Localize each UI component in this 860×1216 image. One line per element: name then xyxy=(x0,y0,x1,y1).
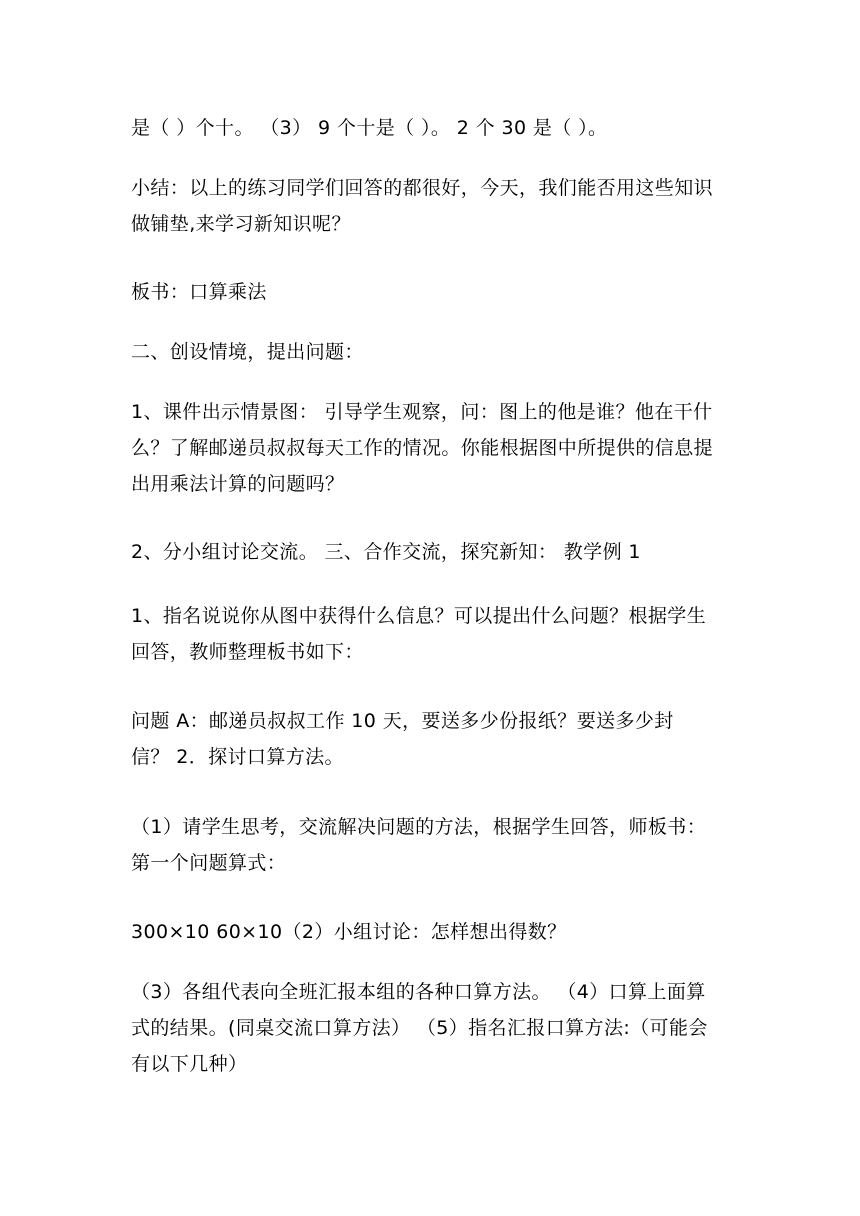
paragraph-equations xyxy=(131,914,735,950)
paragraph-line: 出用乘法计算的问题吗？ xyxy=(131,473,345,495)
paragraph-line: （1）请学生思考，交流解决问题的方法，根据学生回答，师板书： xyxy=(131,816,707,838)
paragraph-scenario xyxy=(131,394,735,502)
paragraph-line: 有以下几种） xyxy=(131,1053,248,1075)
paragraph-line: 板书：口算乘法 xyxy=(131,281,267,303)
paragraph-line: 300×10 60×10（2）小组讨论：怎样想出得数？ xyxy=(131,921,567,943)
paragraph-summary xyxy=(131,170,735,242)
paragraph-line: 二、创设情境，提出问题： xyxy=(131,341,364,363)
paragraph-line: 做铺垫,来学习新知识呢？ xyxy=(131,213,351,235)
paragraph-line: 第一个问题算式： xyxy=(131,852,287,874)
paragraph-line: 1、课件出示情景图： 引导学生观察，问：图上的他是谁？他在干什 xyxy=(131,401,713,423)
paragraph-line: 问题 A：邮递员叔叔工作 10 天，要送多少份报纸？要送多少封 xyxy=(131,710,674,732)
paragraph-line: （3）各组代表向全班汇报本组的各种口算方法。 （4）口算上面算 xyxy=(131,981,706,1003)
paragraph-line: 1、指名说说你从图中获得什么信息？可以提出什么问题？根据学生 xyxy=(131,605,707,627)
paragraph-problem-a xyxy=(131,703,735,775)
paragraph-line: 么？了解邮递员叔叔每天工作的情况。你能根据图中所提供的信息提 xyxy=(131,437,714,459)
paragraph-report xyxy=(131,974,735,1082)
paragraph-line: 小结：以上的练习同学们回答的都很好，今天，我们能否用这些知识 xyxy=(131,177,714,199)
paragraph-line: 2、分小组讨论交流。 三、合作交流，探究新知： 教学例 1 xyxy=(131,541,641,563)
paragraph-line: 回答，教师整理板书如下： xyxy=(131,641,364,663)
paragraph-information xyxy=(131,598,735,670)
paragraph-line: 是（ ）个十。 （3） 9 个十是（ ）。 2 个 30 是（ ）。 xyxy=(131,117,608,139)
paragraph-think xyxy=(131,809,735,881)
section-heading-2 xyxy=(131,334,735,370)
paragraph-line: 信？ 2．探讨口算方法。 xyxy=(131,746,344,768)
paragraph-1 xyxy=(131,110,735,146)
paragraph-line: 式的结果。(同桌交流口算方法） （5）指名汇报口算方法:（可能会 xyxy=(131,1017,708,1039)
paragraph-board-title xyxy=(131,274,735,310)
paragraph-group-discussion xyxy=(131,534,735,570)
